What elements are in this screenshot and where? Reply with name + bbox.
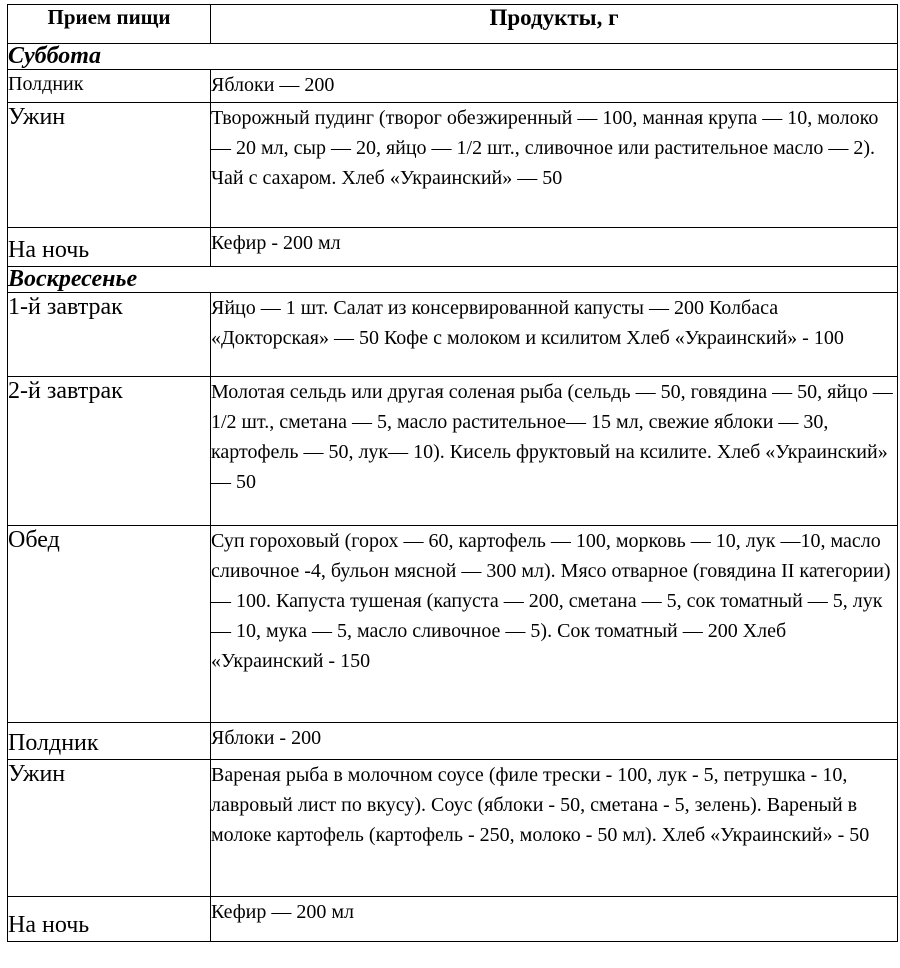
meal-products: Яйцо — 1 шт. Салат из консервированной капусты — 200 Колбаса «Докторская» — 50 Кофе с молоком и ксилитом Хлеб «Украинский» - 100 [211, 293, 898, 377]
column-header-meal: Прием пищи [8, 5, 211, 44]
meal-name: На ночь [8, 897, 211, 942]
table-row [8, 70, 898, 103]
meal-products: Вареная рыба в молочном соусе (филе трески - 100, лук - 5, петрушка - 10, лавровый лист по вкусу). Соус (яблоки - 50, сметана - 5, зелень). Вареный в молоке картофель (картофель - 250, молоко - 50 мл). Хлеб «Украинский» - 50 [211, 760, 898, 897]
meal-products: Кефир — 200 мл [211, 897, 898, 942]
table-row [8, 228, 898, 267]
meal-products: Суп гороховый (горох — 60, картофель — 100, морковь — 10, лук —10, масло сливочное -4, бульон мясной — 300 мл). Мясо отварное (говядина II категории) — 100. Капуста тушеная (капуста — 200, сметана — 5, сок томатный — 5, лук — 10, мука — 5, масло сливочное — 5). Сок томатный — 200 Хлеб «Украинский - 150 [211, 526, 898, 723]
meal-products: Яблоки — 200 [211, 70, 898, 103]
table-row [8, 377, 898, 526]
meal-name: Ужин [8, 760, 211, 897]
table-row [8, 760, 898, 897]
table-row [8, 293, 898, 377]
day-row-sunday [8, 267, 898, 293]
column-header-products: Продукты, г [211, 5, 898, 44]
meal-products: Молотая сельдь или другая соленая рыба (сельдь — 50, говядина — 50, яйцо — 1/2 шт., сметана — 5, масло растительное— 15 мл, свежие яблоки — 30, картофель — 50, лук— 10). Кисель фруктовый на ксилите. Хлеб «Украинский» — 50 [211, 377, 898, 526]
meal-products: Творожный пудинг (творог обезжиренный — 100, манная крупа — 10, молоко — 20 мл, сыр — 20, яйцо — 1/2 шт., сливочное или растительное масло — 2). Чай с сахаром. Хлеб «Украинский» — 50 [211, 103, 898, 228]
meal-plan-table [7, 4, 898, 942]
table-row [8, 723, 898, 760]
meal-products: Кефир - 200 мл [211, 228, 898, 267]
table-row [8, 897, 898, 942]
meal-name: На ночь [8, 228, 211, 267]
meal-name: Полдник [8, 723, 211, 760]
meal-name: Обед [8, 526, 211, 723]
meal-name: Ужин [8, 103, 211, 228]
day-label: Суббота [8, 44, 898, 70]
table-row [8, 526, 898, 723]
day-label: Воскресенье [8, 267, 898, 293]
table-row [8, 103, 898, 228]
meal-products: Яблоки - 200 [211, 723, 898, 760]
meal-name: 2-й завтрак [8, 377, 211, 526]
day-row-saturday [8, 44, 898, 70]
table-header-row [8, 5, 898, 44]
meal-name: 1-й завтрак [8, 293, 211, 377]
meal-name: Полдник [8, 70, 211, 103]
